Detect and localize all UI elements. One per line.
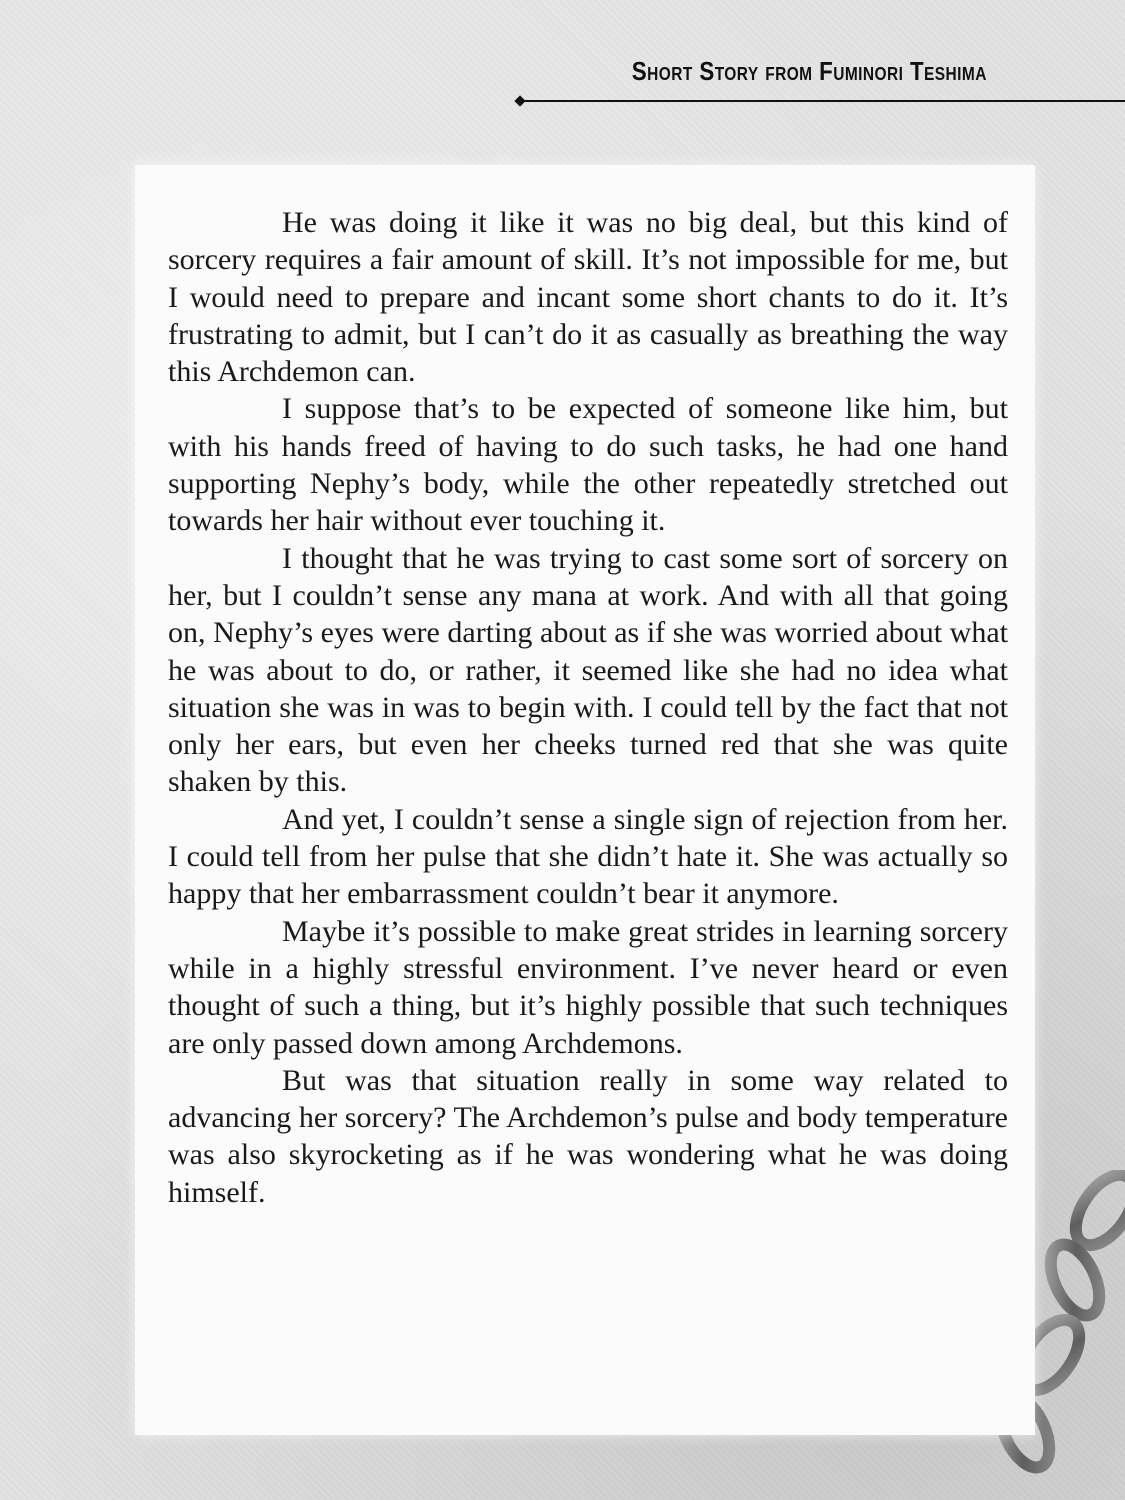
- paragraph: But was that situation really in some way related to advancing her sorcery? The Archdemon’s pulse and body temperature was also skyrocketing as if he was wondering what he was doing himself.: [168, 1063, 1008, 1209]
- paragraph: Maybe it’s possible to make great strides in learning sorcery while in a highly stressful environment. I’ve never heard or even thought of such a thing, but it’s highly possible that such techniques are only passed down among Archdemons.: [168, 914, 1008, 1060]
- paragraph: And yet, I couldn’t sense a single sign of rejection from her. I could tell from her pulse that she didn’t hate it. She was actually so happy that her embarrassment couldn’t bear it anymore.: [168, 802, 1008, 911]
- paragraph: I thought that he was trying to cast some sort of sorcery on her, but I couldn’t sense any mana at work. And with all that going on, Nephy’s eyes were darting about as if she was worried about what he was about to do, or rather, it seemed like she had no idea what situation she was in was to begin with. I could tell by the fact that not only her ears, but even her cheeks turned red that she was quite shaken by this.: [168, 541, 1008, 799]
- header-rule: [520, 100, 1125, 102]
- story-text: [168, 204, 1008, 1211]
- paragraph: I suppose that’s to be expected of someone like him, but with his hands freed of having to do such tasks, he had one hand supporting Nephy’s body, while the other repeatedly stretched out towards her hair without ever touching it.: [168, 392, 1008, 538]
- paragraph: He was doing it like it was no big deal, but this kind of sorcery requires a fair amount of skill. It’s not impossible for me, but I would need to prepare and incant some short chants to do it. It’s frustrating to admit, but I can’t do it as casually as breathing the way this Archdemon can.: [168, 206, 1008, 389]
- page-header: [0, 0, 1125, 110]
- header-title: Short Story from Fuminori Teshima: [631, 56, 987, 86]
